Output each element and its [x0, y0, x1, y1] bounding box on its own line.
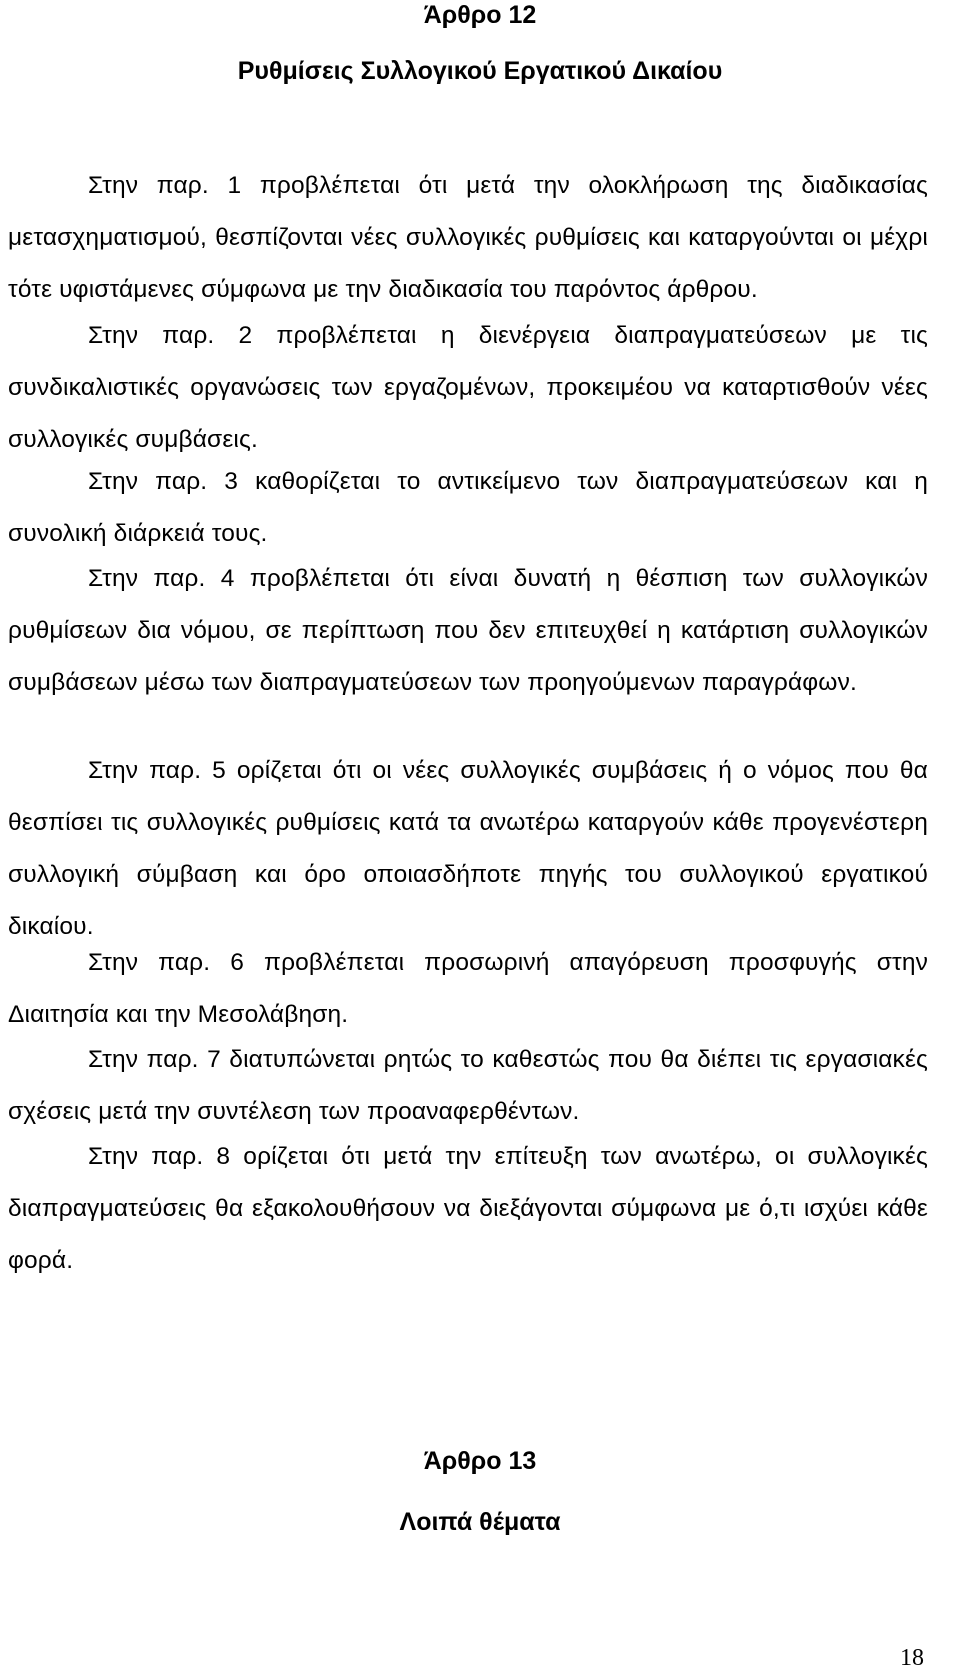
article-12-paragraph-1: Στην παρ. 1 προβλέπεται ότι μετά την ολοκλήρωση της διαδικασίας μετασχηματισμού, θεσπίζονται νέες συλλογικές ρυθμίσεις και καταργούνται οι μέχρι τότε υφιστάμενες σύμφωνα με την διαδικασία του παρόντος άρθρου.	[8, 172, 928, 303]
article-12-paragraph-3: Στην παρ. 3 καθορίζεται το αντικείμενο των διαπραγματεύσεων και η συνολική διάρκειά τους.	[8, 468, 928, 547]
page-number: 18	[900, 1645, 924, 1671]
article-13-title: Λοιπά θέματα	[399, 1508, 561, 1536]
article-12-number: Άρθρο 12	[423, 1, 537, 29]
article-12-paragraph-2: Στην παρ. 2 προβλέπεται η διενέργεια διαπραγματεύσεων με τις συνδικαλιστικές οργανώσεις των εργαζομένων, προκειμέου να καταρτισθούν νέες συλλογικές συμβάσεις.	[8, 322, 928, 453]
article-12-paragraph-8: Στην παρ. 8 ορίζεται ότι μετά την επίτευξη των ανωτέρω, οι συλλογικές διαπραγματεύσεις θα εξακολουθήσουν να διεξάγονται σύμφωνα με ό,τι ισχύει κάθε φορά.	[8, 1143, 928, 1274]
article-12-paragraph-4: Στην παρ. 4 προβλέπεται ότι είναι δυνατή η θέσπιση των συλλογικών ρυθμίσεων δια νόμου, σε περίπτωση που δεν επιτευχθεί η κατάρτιση συλλογικών συμβάσεων μέσω των διαπραγματεύσεων των προηγούμενων παραγράφων.	[8, 565, 928, 696]
article-12-title: Ρυθμίσεις Συλλογικού Εργατικού Δικαίου	[237, 57, 723, 85]
article-12-paragraph-6: Στην παρ. 6 προβλέπεται προσωρινή απαγόρευση προσφυγής στην Διαιτησία και την Μεσολάβηση.	[8, 949, 928, 1028]
article-12-paragraph-7: Στην παρ. 7 διατυπώνεται ρητώς το καθεστώς που θα διέπει τις εργασιακές σχέσεις μετά την συντέλεση των προαναφερθέντων.	[8, 1046, 928, 1125]
article-13-number: Άρθρο 13	[423, 1447, 537, 1475]
article-12-paragraph-5: Στην παρ. 5 ορίζεται ότι οι νέες συλλογικές συμβάσεις ή ο νόμος που θα θεσπίσει τις συλλογικές ρυθμίσεις κατά τα ανωτέρω καταργούν κάθε προγενέστερη συλλογική σύμβαση και όρο οποιασδήποτε πηγής του συλλογικού εργατικού δικαίου.	[8, 757, 928, 940]
